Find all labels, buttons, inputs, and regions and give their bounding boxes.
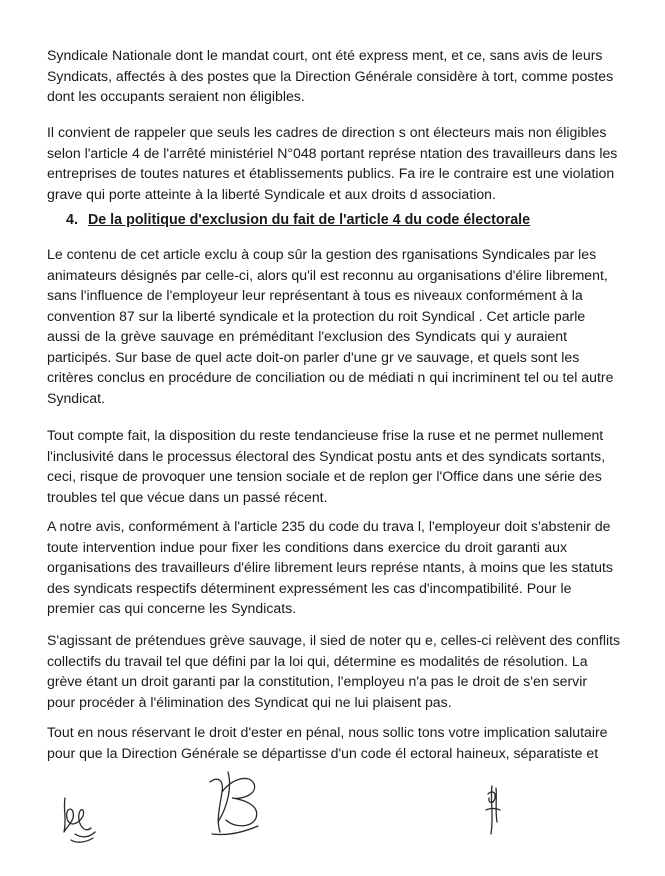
paragraph-1	[47, 45, 614, 107]
paragraph-6	[47, 630, 621, 712]
text-line: troubles tel que vécue dans un passé récent.	[47, 488, 328, 505]
text-line: Syndicale Nationale dont le mandat court, ont été express ment, et ce, sans avis de leurs	[47, 47, 603, 63]
text-line: grave qui porte atteinte à la liberté Syndicale et aux droits d association.	[47, 185, 496, 202]
paragraph-3	[47, 244, 614, 408]
text-line: animateurs désignés par celle-ci, alors qu'il est reconnu au organisations d'élire librement,	[47, 266, 608, 283]
text-line: Tout compte fait, la disposition du reste tendancieuse frise la ruse et ne permet nullement	[47, 427, 604, 443]
text-line: pour que la Direction Générale se départisse d'un code él ectoral haineux, séparatiste et	[47, 744, 599, 761]
text-line: Tout en nous réservant le droit d'ester en pénal, nous sollic tons votre implication salutaire	[47, 724, 608, 740]
text-line: selon l'article 4 de l'arrêté ministériel N°048 portant représe ntation des travailleurs dans les	[47, 144, 618, 161]
text-line: Il convient de rappeler que seuls les cadres de direction s ont électeurs mais non éligibles	[47, 124, 607, 140]
text-line: premier cas qui concerne les Syndicats.	[47, 600, 297, 616]
text-line: toute intervention indue pour fixer les conditions dans exercice du droit garanti aux	[47, 538, 567, 555]
text-line: ceci, risque de provoquer une tension sociale et de replon ger l'Office dans une série des	[47, 468, 602, 484]
text-line: pour procéder à l'élimination des Syndicat qui ne lui plaisent pas.	[47, 693, 452, 710]
signature-right	[478, 780, 508, 840]
text-line: sans l'influence de l'employeur leur représentant à tous es niveaux conformément à la	[47, 287, 583, 303]
text-line: Syndicat.	[47, 389, 105, 406]
text-line: l'inclusivité dans le processus électoral des Syndicat postu ants et des syndicats sortants,	[47, 447, 606, 464]
text-line: des syndicats respectifs déterminent expressément les cas d'incompatibilité. Pour le	[47, 579, 572, 596]
text-line: aussi de la grève sauvage en préméditant l'exclusion des Syndicats qui y auraient	[47, 328, 567, 344]
paragraph-2	[47, 122, 618, 204]
text-line: convention 87 sur la liberté syndicale et la protection du roit Syndical . Cet article parle	[47, 307, 586, 324]
signature-center	[198, 762, 278, 842]
section-heading	[66, 212, 530, 228]
paragraph-4	[47, 425, 606, 507]
text-line: entreprises de toutes natures et établissements publics. Fa ire le contraire est une violation	[47, 165, 615, 181]
section-number: 4.	[66, 212, 78, 228]
text-line: grève étant un droit garanti par la constitution, l'employeu n'a pas le droit de s'en servir	[47, 673, 588, 689]
text-line: critères conclus en procédure de conciliation ou de médiati n qui incriminent tel ou tel autre	[47, 369, 614, 385]
section-title: De la politique d'exclusion du fait de l'article 4 du code électorale	[87, 212, 531, 228]
text-line: Syndicats, affectés à des postes que la Direction Générale considère à tort, comme postes	[47, 67, 614, 84]
text-line: collectifs du travail tel que défini par la loi qui, détermine es modalités de résolution. La	[47, 652, 588, 669]
text-line: Le contenu de cet article exclu à coup sûr la gestion des rganisations Syndicales par les	[47, 246, 597, 262]
paragraph-7	[47, 722, 608, 763]
text-line: S'agissant de prétendues grève sauvage, il sied de noter qu e, celles-ci relèvent des conflits	[47, 632, 621, 648]
paragraph-5	[47, 516, 613, 619]
text-line: participés. Sur base de quel acte doit-on parler d'une gr ve sauvage, et quels sont les	[47, 348, 580, 365]
signature-left	[55, 788, 105, 848]
text-line: organisations des travailleurs d'élire librement leurs représe ntants, à moins que les statuts	[47, 559, 613, 575]
text-line: dont les occupants seraient non éligibles.	[47, 88, 305, 104]
text-line: A notre avis, conformément à l'article 235 du code du trava l, l'employeur doit s'abstenir de	[47, 518, 611, 534]
